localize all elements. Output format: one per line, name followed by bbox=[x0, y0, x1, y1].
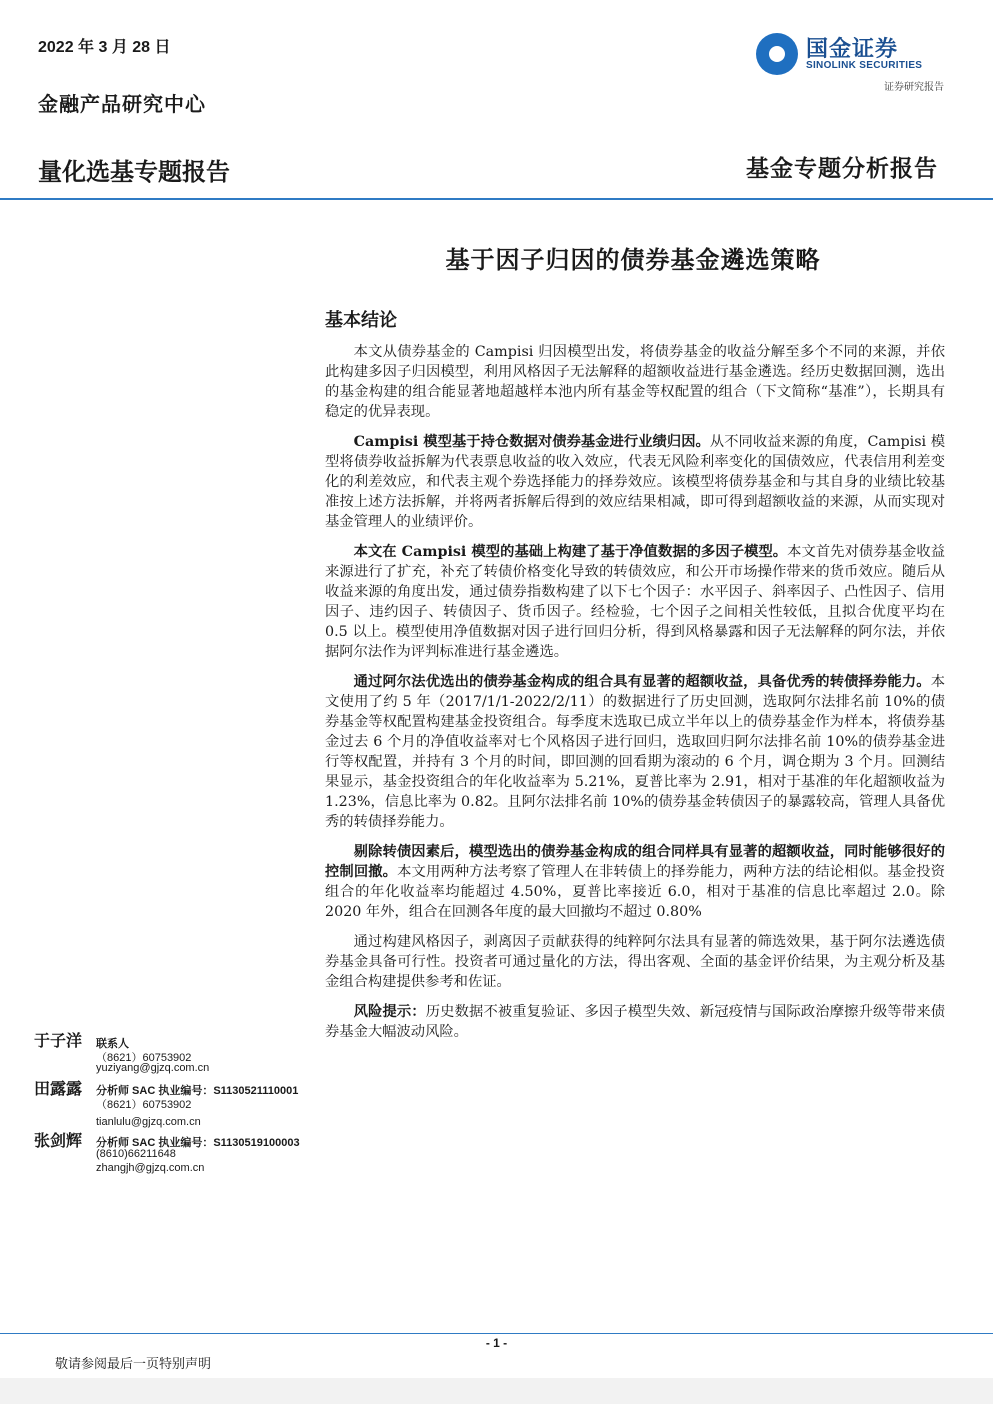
section-title: 基本结论 bbox=[325, 310, 397, 331]
header-divider bbox=[0, 198, 993, 200]
analyst-phone: （8621）60753902 bbox=[96, 1052, 192, 1064]
analyst-list bbox=[34, 1028, 314, 1178]
analyst-entry bbox=[34, 1028, 314, 1076]
analyst-role: 联系人 bbox=[96, 1038, 129, 1050]
analyst-email: zhangjh@gjzq.com.cn bbox=[96, 1162, 205, 1174]
logo-subtitle: 证券研究报告 bbox=[884, 82, 944, 93]
analyst-email: yuziyang@gjzq.com.cn bbox=[96, 1062, 210, 1074]
analyst-entry bbox=[34, 1128, 314, 1178]
paragraph-2: Campisi 模型基于持仓数据对债券基金进行业绩归因。从不同收益来源的角度，Campisi 模型将债券收益拆解为代表票息收益的收入效应，代表无风险利率变化的国债效应，代表信用利差变化的利差效应，和代表主观个券选择能力的择券效应。该模型将债券基金和与其自身的业绩比较基准按上述方法拆解，并将两者拆解后得到的效应结果相减，即可得到超额收益的来源，从而实现对基金管理人的业绩评价。 bbox=[325, 434, 945, 530]
company-logo bbox=[756, 30, 946, 92]
risk-warning: 风险提示：历史数据不被重复验证、多因子模型失效、新冠疫情与国际政治摩擦升级等带来债券基金大幅波动风险。 bbox=[325, 1004, 945, 1040]
logo-mark-icon bbox=[756, 33, 798, 75]
research-center: 金融产品研究中心 bbox=[38, 92, 206, 116]
paragraph-6: 通过构建风格因子，剥离因子贡献获得的纯粹阿尔法具有显著的筛选效果，基于阿尔法遴选债券基金具备可行性。投资者可通过量化的方法，得出客观、全面的基金评价结果，为主观分析及基金组合构建提供参考和佐证。 bbox=[325, 934, 945, 990]
paragraph-1: 本文从债券基金的 Campisi 归因模型出发，将债券基金的收益分解至多个不同的来源，并依此构建多因子归因模型，利用风格因子无法解释的超额收益进行基金遴选。经历史数据回测，选出的基金构建的组合能显著地超越样本池内所有基金等权配置的组合（下文简称“基准”），长期具有稳定的优异表现。 bbox=[325, 344, 945, 420]
footer-divider bbox=[0, 1333, 993, 1334]
analyst-phone: （8621）60753902 bbox=[96, 1099, 192, 1111]
paragraph-5: 剔除转债因素后，模型选出的债券基金构成的组合同样具有显著的超额收益，同时能够很好的控制回撤。本文用两种方法考察了管理人在非转债上的择券能力，两种方法的结论相似。基金投资组合的年化收益率均能超过 4.50%，夏普比率接近 6.0，相对于基准的信息比率超过 2.0。除 2020 年外，组合在回测各年度的最大回撤均不超过 0.80% bbox=[325, 844, 945, 920]
logo-en-text: SINOLINK SECURITIES bbox=[806, 60, 923, 71]
report-type: 基金专题分析报告 bbox=[746, 155, 938, 182]
footer-band bbox=[0, 1378, 993, 1404]
report-series: 量化选基专题报告 bbox=[38, 159, 230, 186]
paragraph-3: 本文在 Campisi 模型的基础上构建了基于净值数据的多因子模型。本文首先对债券基金收益来源进行了扩充，补充了转债价格变化导致的转债效应，和公开市场操作带来的货币效应。随后从收益来源的角度出发，通过债券指数构建了以下七个因子：水平因子、斜率因子、凸性因子、信用因子、违约因子、转债因子、货币因子。经检验，七个因子之间相关性较低，且拟合优度平均在 0.5 以上。模型使用净值数据对因子进行回归分析，得到风格暴露和因子无法解释的阿尔法，并依据阿尔法作为评判标准进行基金遴选。 bbox=[325, 544, 945, 660]
analyst-email: tianlulu@gjzq.com.cn bbox=[96, 1116, 201, 1128]
analyst-name: 田露露 bbox=[34, 1079, 83, 1098]
report-date: 2022 年 3 月 28 日 bbox=[38, 39, 171, 56]
analyst-name: 张剑辉 bbox=[34, 1131, 83, 1150]
analyst-name: 于子洋 bbox=[34, 1031, 83, 1050]
analyst-role: 分析师 SAC 执业编号：S1130521110001 bbox=[96, 1085, 299, 1097]
disclaimer-note: 敬请参阅最后一页特别声明 bbox=[55, 1357, 212, 1372]
analyst-role: 分析师 SAC 执业编号：S1130519100003 bbox=[96, 1137, 300, 1149]
conclusions-body bbox=[325, 342, 945, 1052]
paragraph-4: 通过阿尔法优选出的债券基金构成的组合具有显著的超额收益，具备优秀的转债择券能力。本文使用了约 5 年（2017/1/1-2022/2/11）的数据进行了历史回测，选取阿尔法排名前 10%的债券基金等权配置构建基金投资组合。每季度末选取已成立半年以上的债券基金作为样本，将债券基金过去 6 个月的净值收益率对七个风格因子进行回归，选取回归阿尔法排名前 10%的债券基金进行等权配置，并持有 3 个月的时间，即回测的回看期为滚动的 6 个月，调仓期为 3 个月。回测结果显示，基金投资组合的年化收益率为 5.21%，夏普比率为 2.91，相对于基准的年化超额收益为 1.23%，信息比率为 0.82。且阿尔法排名前 10%的债券基金转债因子的暴露较高，管理人具备优秀的转债择券能力。 bbox=[325, 674, 945, 830]
logo-cn-text: 国金证券 bbox=[806, 36, 899, 61]
page-number: - 1 - bbox=[485, 1336, 508, 1350]
analyst-phone: (8610)66211648 bbox=[96, 1148, 176, 1160]
analyst-entry bbox=[34, 1076, 314, 1128]
report-title: 基于因子归因的债券基金遴选策略 bbox=[445, 245, 821, 274]
